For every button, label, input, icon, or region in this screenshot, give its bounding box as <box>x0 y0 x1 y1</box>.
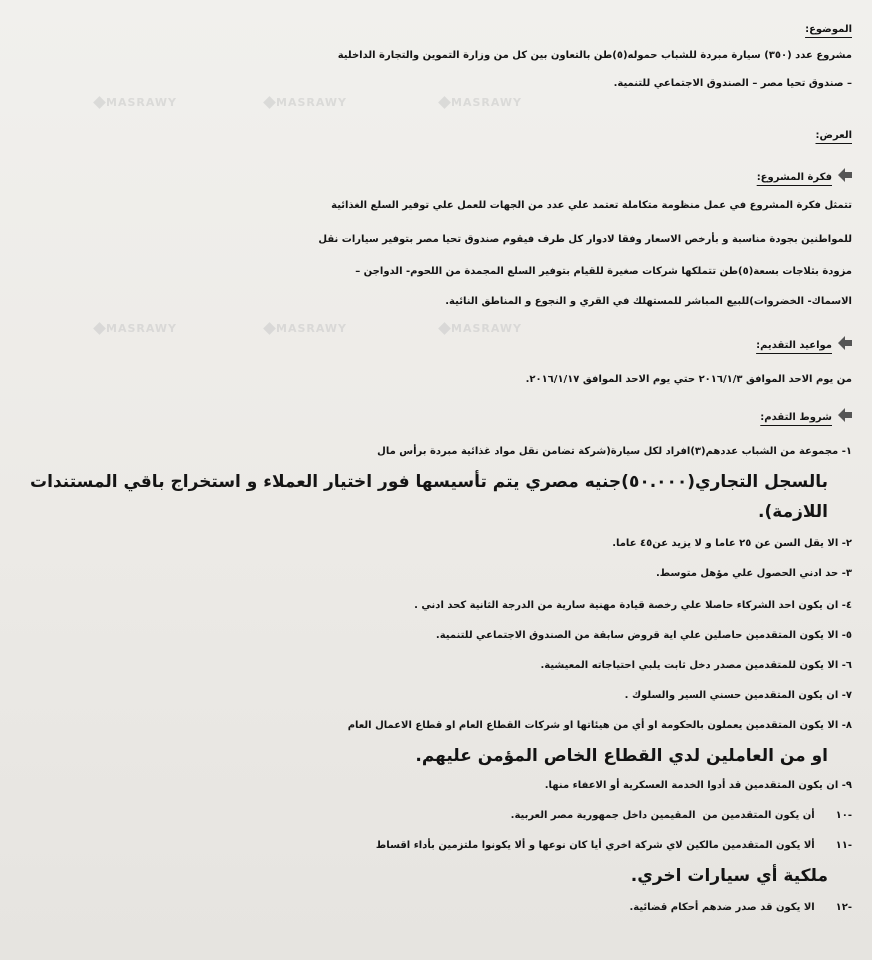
watermark: MASRAWY <box>440 322 522 335</box>
offer-heading: العرض: <box>815 130 852 141</box>
idea-line-4: الاسماك- الخضروات)للبيع المباشر للمستهلك في القري و النجوع و المناطق النائية. <box>445 296 852 307</box>
condition-line: او من العاملين لدي القطاع الخاص المؤمن عليهم. <box>415 746 828 766</box>
condition-line: ١- مجموعة من الشباب عددهم(٣)افراد لكل سيارة(شركة تضامن نقل مواد غذائية مبردة برأس مال <box>377 446 852 457</box>
condition-line: -١١ ألا يكون المتقدمين مالكين لاي شركة اخري أيا كان نوعها و ألا يكونوا ملتزمين بأداء اقساط <box>375 840 852 851</box>
condition-line: ٦- الا يكون للمتقدمين مصدر دخل ثابت يلبي احتياجاته المعيشية. <box>540 660 852 671</box>
watermark: MASRAWY <box>265 96 347 109</box>
idea-heading: فكرة المشروع: <box>0 166 852 190</box>
subject-heading: الموضوع: <box>805 24 852 35</box>
condition-line: -١٢ الا يكون قد صدر ضدهم أحكام قضائية. <box>629 902 852 913</box>
arrow-bullet-icon <box>838 168 852 182</box>
condition-line: بالسجل التجاري(٥٠.٠٠٠)جنيه مصري يتم تأسيسها فور اختيار العملاء و استخراج باقي المستندات <box>30 472 828 492</box>
condition-line: ملكية أي سيارات اخري. <box>630 866 828 886</box>
condition-line: ٣- حد ادني الحصول علي مؤهل متوسط. <box>656 568 852 579</box>
condition-line: -١٠ أن يكون المتقدمين من المقيمين داخل جمهورية مصر العربية. <box>510 810 852 821</box>
arrow-bullet-icon <box>838 408 852 422</box>
arrow-bullet-icon <box>838 336 852 350</box>
idea-line-1: تتمثل فكرة المشروع في عمل منظومة متكاملة تعتمد علي عدد من الجهات للعمل علي توفير السلع الغذائية <box>331 200 852 211</box>
conditions-heading: شروط التقدم: <box>0 406 852 430</box>
subject-line-1: مشروع عدد (٣٥٠) سيارة مبردة للشباب حموله(٥)طن بالتعاون بين كل من وزارة التموين والتجارة الداخلية <box>337 50 852 61</box>
idea-line-2: للمواطنين بجودة مناسبة و بأرخص الاسعار وفقا لادوار كل طرف فيقوم صندوق تحيا مصر بتوفير سيارات نقل <box>318 234 852 245</box>
condition-line: اللازمة). <box>758 502 828 522</box>
watermark: MASRAWY <box>265 322 347 335</box>
watermark: MASRAWY <box>440 96 522 109</box>
subject-line-2: – صندوق تحيا مصر – الصندوق الاجتماعي للتنمية. <box>613 78 852 89</box>
condition-line: ٧- ان يكون المتقدمين حسني السير والسلوك . <box>624 690 852 701</box>
condition-line: ٩- ان يكون المتقدمين قد أدوا الخدمة العسكرية أو الاعفاء منها. <box>544 780 852 791</box>
dates-text: من يوم الاحد الموافق ٢٠١٦/١/٣ حتي يوم الاحد الموافق ٢٠١٦/١/١٧. <box>525 374 852 385</box>
condition-line: ٢- الا يقل السن عن ٢٥ عاما و لا يزيد عن٤٥ عاما. <box>612 538 852 549</box>
idea-line-3: مزودة بثلاجات بسعة(٥)طن تتملكها شركات صغيرة للقيام بتوفير السلع المجمدة من اللحوم- الدواجن – <box>355 266 852 277</box>
dates-heading: مواعيد التقديم: <box>0 334 852 358</box>
watermark: MASRAWY <box>95 96 177 109</box>
condition-line: ٤- ان يكون احد الشركاء حاصلا علي رخصة قيادة مهنية سارية من الدرجة الثانية كحد ادني . <box>414 600 852 611</box>
condition-line: ٨- الا يكون المتقدمين يعملون بالحكومة او أي من هيئاتها او شركات القطاع العام او قطاع الاعمال العام <box>347 720 852 731</box>
condition-line: ٥- الا يكون المتقدمين حاصلين علي اية قروض سابقة من الصندوق الاجتماعي للتنمية. <box>435 630 852 641</box>
watermark: MASRAWY <box>95 322 177 335</box>
